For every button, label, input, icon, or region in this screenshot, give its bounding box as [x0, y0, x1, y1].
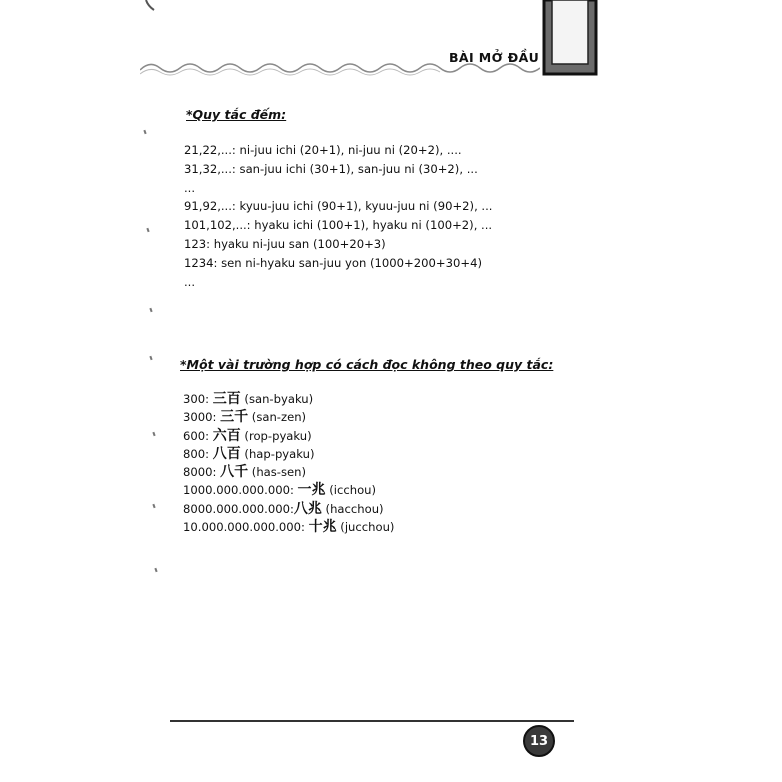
page-fold-mark: [130, 0, 160, 22]
rule-line: ...: [184, 180, 196, 195]
page-number-badge: [523, 725, 555, 757]
number-value: 600:: [183, 428, 213, 443]
irregular-reading-item: [183, 518, 394, 536]
romaji-reading: (has-sen): [248, 465, 307, 480]
scan-speck: [154, 568, 157, 572]
chapter-tab-marker: [542, 0, 598, 76]
romaji-reading: (san-zen): [248, 410, 307, 425]
irregular-readings-list: [183, 390, 394, 536]
irregular-reading-item: [183, 390, 394, 408]
rule-line: 123: hyaku ni-juu san (100+20+3): [184, 236, 386, 251]
rule-line: 21,22,...: ni-juu ichi (20+1), ni-juu ni (20+2), ....: [184, 143, 462, 157]
kanji-text: 十兆: [308, 519, 337, 536]
irregular-reading-item: [183, 463, 394, 481]
irregular-reading-item: [183, 408, 394, 426]
footer-divider: [170, 720, 574, 722]
rules-heading: *Quy tắc đếm:: [186, 107, 287, 122]
kanji-text: 八兆: [293, 500, 322, 517]
scan-speck: [149, 356, 152, 360]
number-value: 300:: [183, 392, 213, 406]
kanji-text: 六百: [212, 427, 241, 444]
scan-speck: [152, 432, 155, 436]
romaji-reading: (san-byaku): [240, 392, 314, 406]
number-value: 8000.000.000.000:: [183, 501, 294, 516]
kanji-text: 三百: [212, 391, 241, 407]
scan-speck: [152, 504, 155, 508]
rule-line: 31,32,...: san-juu ichi (30+1), san-juu ni (30+2), ...: [184, 161, 478, 176]
romaji-reading: (hacchou): [321, 501, 384, 516]
kanji-text: 三千: [220, 409, 249, 426]
number-value: 1000.000.000.000:: [183, 483, 298, 498]
number-value: 800:: [183, 446, 213, 461]
irregular-reading-item: [183, 481, 394, 499]
exceptions-heading: *Một vài trường hợp có cách đọc không theo quy tắc:: [180, 357, 554, 372]
scan-speck: [143, 130, 146, 134]
irregular-reading-item: [183, 500, 394, 518]
kanji-text: 八千: [220, 464, 249, 481]
romaji-reading: (rop-pyaku): [240, 428, 312, 443]
chapter-title: BÀI MỞ ĐẦU: [449, 50, 540, 65]
counting-rules-list: [184, 141, 493, 291]
scan-speck: [149, 308, 152, 312]
number-value: 8000:: [183, 465, 221, 480]
rule-line: 1234: sen ni-hyaku san-juu yon (1000+200+30+4): [184, 255, 482, 270]
romaji-reading: (icchou): [325, 483, 377, 498]
kanji-text: 八百: [212, 445, 241, 462]
rule-line: ...: [184, 274, 196, 289]
number-value: 10.000.000.000.000:: [183, 520, 309, 535]
irregular-reading-item: [183, 427, 394, 445]
scan-speck: [146, 228, 149, 232]
romaji-reading: (hap-pyaku): [240, 446, 315, 461]
kanji-text: 一兆: [297, 482, 326, 499]
page-number: 13: [529, 733, 549, 749]
number-value: 3000:: [183, 410, 221, 425]
irregular-reading-item: [183, 445, 394, 463]
rule-line: 91,92,...: kyuu-juu ichi (90+1), kyuu-juu ni (90+2), ...: [184, 199, 493, 214]
romaji-reading: (jucchou): [336, 520, 395, 535]
rule-line: 101,102,...: hyaku ichi (100+1), hyaku ni (100+2), ...: [184, 218, 493, 233]
